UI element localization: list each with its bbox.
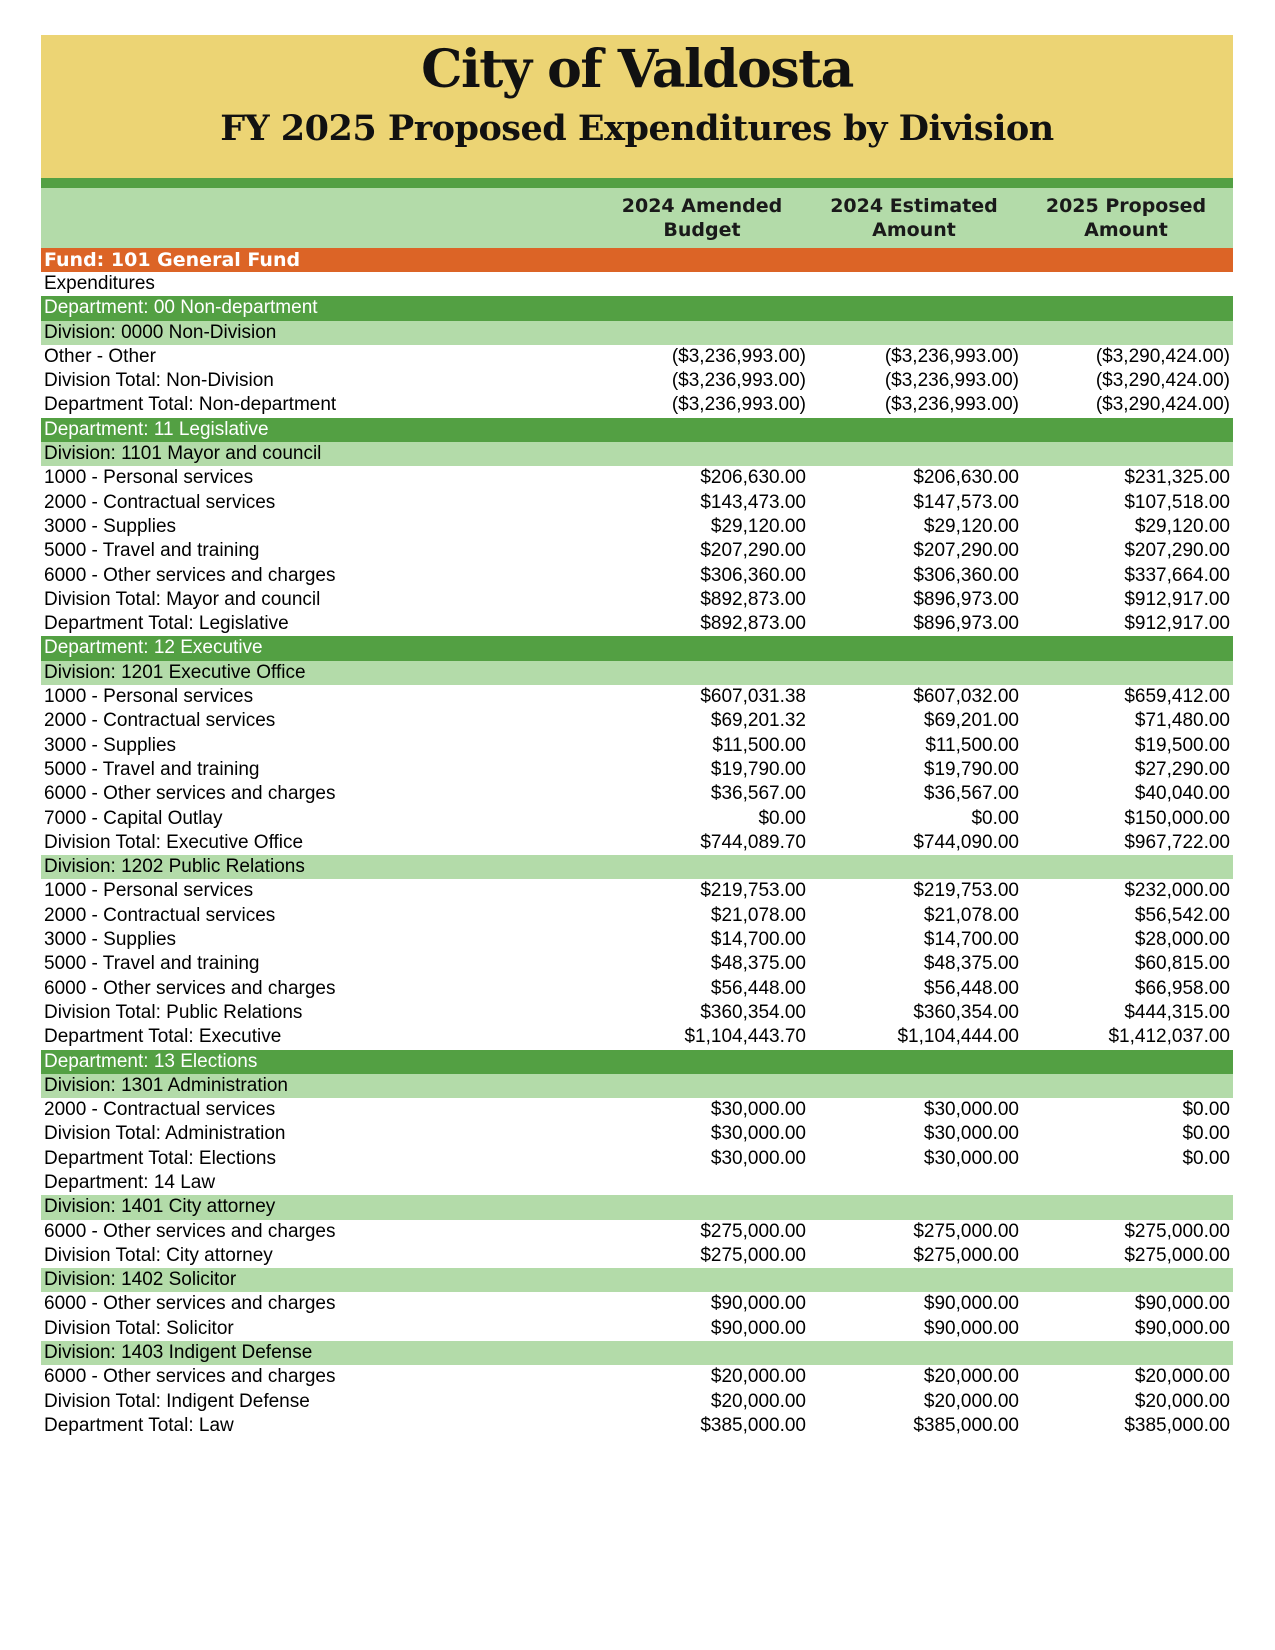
column-header-line: Amount [872, 219, 956, 241]
proposed-2025-cell: $232,000.00 [1124, 880, 1230, 902]
estimated-2024-cell: $147,573.00 [913, 491, 1019, 513]
estimated-2024-cell: $206,630.00 [913, 467, 1019, 489]
row-label: Division: 1202 Public Relations [44, 856, 305, 878]
column-header-2024-amended [597, 194, 807, 242]
proposed-2025-cell: $66,958.00 [1134, 977, 1230, 999]
department-header-row [41, 418, 1233, 442]
table-row [41, 345, 1233, 369]
proposed-2025-cell: $28,000.00 [1134, 929, 1230, 951]
row-label: Department: 00 Non-department [44, 297, 318, 319]
division-header-row [41, 1195, 1233, 1219]
estimated-2024-cell: $1,104,444.00 [897, 1026, 1019, 1048]
proposed-2025-cell: $60,815.00 [1134, 953, 1230, 975]
table-row [41, 1414, 1233, 1438]
expenditure-table [41, 272, 1233, 1438]
division-header-row [41, 321, 1233, 345]
city-title: City of Valdosta [421, 39, 853, 100]
table-row [41, 904, 1233, 928]
estimated-2024-cell: $896,973.00 [913, 613, 1019, 635]
row-label: Department Total: Executive [44, 1026, 282, 1048]
proposed-2025-cell: $385,000.00 [1124, 1414, 1230, 1436]
row-label: Division: 1401 City attorney [44, 1196, 276, 1218]
amended-2024-cell: ($3,236,993.00) [671, 370, 806, 392]
proposed-2025-cell: $90,000.00 [1134, 1293, 1230, 1315]
proposed-2025-cell: $0.00 [1182, 1099, 1230, 1121]
estimated-2024-cell: $20,000.00 [923, 1390, 1019, 1412]
row-label: Division: 1402 Solicitor [44, 1269, 237, 1291]
row-label: Division Total: Solicitor [44, 1317, 234, 1339]
estimated-2024-cell: $744,090.00 [913, 831, 1019, 853]
table-row [41, 1292, 1233, 1316]
column-header-line: Amount [1084, 219, 1168, 241]
table-row [41, 952, 1233, 976]
estimated-2024-cell: $20,000.00 [923, 1366, 1019, 1388]
row-label: Department: 11 Legislative [44, 418, 269, 440]
amended-2024-cell: $36,567.00 [710, 783, 806, 805]
table-row [41, 564, 1233, 588]
proposed-2025-cell: $20,000.00 [1134, 1390, 1230, 1412]
column-header-line: 2024 Estimated [830, 195, 998, 217]
proposed-2025-cell: $71,480.00 [1134, 710, 1230, 732]
table-row [41, 1147, 1233, 1171]
amended-2024-cell: ($3,236,993.00) [671, 345, 806, 367]
division-header-row [41, 1074, 1233, 1098]
table-row [41, 612, 1233, 636]
amended-2024-cell: $56,448.00 [710, 977, 806, 999]
proposed-2025-cell: $275,000.00 [1124, 1244, 1230, 1266]
row-label: Expenditures [44, 273, 155, 294]
table-row [41, 685, 1233, 709]
table-row [41, 515, 1233, 539]
amended-2024-cell: $19,790.00 [710, 758, 806, 780]
row-label: Department: 12 Executive [44, 637, 263, 659]
amended-2024-cell: $29,120.00 [710, 515, 806, 537]
row-label: 6000 - Other services and charges [44, 564, 336, 586]
row-label: Department Total: Elections [44, 1147, 276, 1169]
table-row [41, 491, 1233, 515]
proposed-2025-cell: $659,412.00 [1124, 686, 1230, 708]
row-label: Department Total: Law [44, 1414, 234, 1436]
amended-2024-cell: $0.00 [758, 807, 806, 829]
proposed-2025-cell: $444,315.00 [1124, 1001, 1230, 1023]
column-header-line: Budget [663, 219, 741, 241]
amended-2024-cell: $385,000.00 [700, 1414, 806, 1436]
row-label: Division Total: Public Relations [44, 1001, 303, 1023]
table-row [41, 977, 1233, 1001]
row-label: Division Total: Non-Division [44, 370, 274, 392]
proposed-2025-cell: $90,000.00 [1134, 1317, 1230, 1339]
row-label: 1000 - Personal services [44, 686, 254, 708]
table-row [41, 807, 1233, 831]
row-label: 6000 - Other services and charges [44, 977, 336, 999]
estimated-2024-cell: $90,000.00 [923, 1317, 1019, 1339]
table-row [41, 1220, 1233, 1244]
column-header-line: 2025 Proposed [1045, 195, 1207, 217]
row-label: Other - Other [44, 345, 156, 367]
estimated-2024-cell: $385,000.00 [913, 1414, 1019, 1436]
column-header-2025-proposed [1021, 194, 1231, 242]
proposed-2025-cell: $207,290.00 [1124, 540, 1230, 562]
division-header-row [41, 442, 1233, 466]
row-label: 6000 - Other services and charges [44, 1366, 336, 1388]
table-row [41, 369, 1233, 393]
proposed-2025-cell: $231,325.00 [1124, 467, 1230, 489]
row-label: 6000 - Other services and charges [44, 1220, 336, 1242]
estimated-2024-cell: $36,567.00 [923, 783, 1019, 805]
fund-header: Fund: 101 General Fund [41, 248, 1233, 272]
estimated-2024-cell: $19,790.00 [923, 758, 1019, 780]
estimated-2024-cell: $30,000.00 [923, 1147, 1019, 1169]
estimated-2024-cell: ($3,236,993.00) [884, 345, 1019, 367]
estimated-2024-cell: $0.00 [971, 807, 1019, 829]
row-label: 5000 - Travel and training [44, 953, 260, 975]
table-row [41, 758, 1233, 782]
estimated-2024-cell: $360,354.00 [913, 1001, 1019, 1023]
row-label: 3000 - Supplies [44, 515, 177, 537]
budget-document [41, 35, 1233, 1438]
row-label: Division Total: Administration [44, 1123, 286, 1145]
estimated-2024-cell: $29,120.00 [923, 515, 1019, 537]
row-label: Division Total: City attorney [44, 1244, 273, 1266]
column-header-2024-estimated [809, 194, 1019, 242]
estimated-2024-cell: $56,448.00 [923, 977, 1019, 999]
amended-2024-cell: $143,473.00 [700, 491, 806, 513]
row-label: Division Total: Indigent Defense [44, 1390, 310, 1412]
proposed-2025-cell: ($3,290,424.00) [1095, 370, 1230, 392]
row-label: Division: 1101 Mayor and council [44, 443, 322, 465]
row-label: 3000 - Supplies [44, 929, 177, 951]
section-label-row [41, 272, 1233, 296]
amended-2024-cell: $1,104,443.70 [684, 1026, 806, 1048]
division-header-row [41, 855, 1233, 879]
proposed-2025-cell: $967,722.00 [1124, 831, 1230, 853]
proposed-2025-cell: $275,000.00 [1124, 1220, 1230, 1242]
amended-2024-cell: $90,000.00 [710, 1293, 806, 1315]
column-header-line: 2024 Amended [621, 195, 783, 217]
department-header-row [41, 296, 1233, 320]
estimated-2024-cell: $14,700.00 [923, 929, 1019, 951]
estimated-2024-cell: $306,360.00 [913, 564, 1019, 586]
estimated-2024-cell: $90,000.00 [923, 1293, 1019, 1315]
amended-2024-cell: $30,000.00 [710, 1147, 806, 1169]
row-label: 3000 - Supplies [44, 734, 177, 756]
estimated-2024-cell: $48,375.00 [923, 953, 1019, 975]
table-row [41, 782, 1233, 806]
division-header-row [41, 661, 1233, 685]
proposed-2025-cell: $107,518.00 [1124, 491, 1230, 513]
amended-2024-cell: $607,031.38 [700, 686, 806, 708]
amended-2024-cell: $219,753.00 [700, 880, 806, 902]
proposed-2025-cell: $29,120.00 [1134, 515, 1230, 537]
amended-2024-cell: $360,354.00 [700, 1001, 806, 1023]
amended-2024-cell: $48,375.00 [710, 953, 806, 975]
row-label: 5000 - Travel and training [44, 758, 260, 780]
amended-2024-cell: $20,000.00 [710, 1366, 806, 1388]
table-row [41, 588, 1233, 612]
table-row [41, 734, 1233, 758]
proposed-2025-cell: $40,040.00 [1134, 783, 1230, 805]
column-header-row [41, 188, 1233, 248]
department-header-row [41, 1050, 1233, 1074]
table-row [41, 928, 1233, 952]
proposed-2025-cell: $56,542.00 [1134, 904, 1230, 926]
amended-2024-cell: $30,000.00 [710, 1099, 806, 1121]
row-label: Division: 1301 Administration [44, 1074, 288, 1096]
proposed-2025-cell: $337,664.00 [1124, 564, 1230, 586]
row-label: 2000 - Contractual services [44, 710, 276, 732]
proposed-2025-cell: $1,412,037.00 [1108, 1026, 1230, 1048]
amended-2024-cell: $207,290.00 [700, 540, 806, 562]
amended-2024-cell: $892,873.00 [700, 588, 806, 610]
table-row [41, 709, 1233, 733]
row-label: Division: 0000 Non-Division [44, 321, 277, 343]
report-subtitle: FY 2025 Proposed Expenditures by Division [220, 108, 1054, 149]
amended-2024-cell: $69,201.32 [710, 710, 806, 732]
estimated-2024-cell: $11,500.00 [925, 734, 1019, 756]
amended-2024-cell: $11,500.00 [712, 734, 806, 756]
table-row [41, 1122, 1233, 1146]
row-label: 1000 - Personal services [44, 467, 254, 489]
proposed-2025-cell: $150,000.00 [1124, 807, 1230, 829]
estimated-2024-cell: $219,753.00 [913, 880, 1019, 902]
amended-2024-cell: $90,000.00 [710, 1317, 806, 1339]
estimated-2024-cell: $30,000.00 [923, 1123, 1019, 1145]
table-row [41, 1025, 1233, 1049]
section-label-row [41, 1171, 1233, 1195]
amended-2024-cell: $892,873.00 [700, 613, 806, 635]
table-row [41, 1365, 1233, 1389]
row-label: 2000 - Contractual services [44, 491, 276, 513]
estimated-2024-cell: $275,000.00 [913, 1220, 1019, 1242]
table-row [41, 1001, 1233, 1025]
amended-2024-cell: $14,700.00 [710, 929, 806, 951]
proposed-2025-cell: $20,000.00 [1134, 1366, 1230, 1388]
row-label: Department Total: Legislative [44, 613, 289, 635]
amended-2024-cell: $744,089.70 [700, 831, 806, 853]
row-label: Department: 13 Elections [44, 1050, 258, 1072]
department-header-row [41, 636, 1233, 660]
estimated-2024-cell: $896,973.00 [913, 588, 1019, 610]
row-label: 6000 - Other services and charges [44, 783, 336, 805]
proposed-2025-cell: $912,917.00 [1124, 613, 1230, 635]
row-label: Division Total: Mayor and council [44, 588, 321, 610]
table-row [41, 831, 1233, 855]
row-label: Division: 1403 Indigent Defense [44, 1342, 313, 1364]
proposed-2025-cell: $912,917.00 [1124, 588, 1230, 610]
amended-2024-cell: $30,000.00 [710, 1123, 806, 1145]
row-label: 5000 - Travel and training [44, 540, 260, 562]
row-label: 6000 - Other services and charges [44, 1293, 336, 1315]
amended-2024-cell: $20,000.00 [710, 1390, 806, 1412]
amended-2024-cell: $275,000.00 [700, 1220, 806, 1242]
division-header-row [41, 1341, 1233, 1365]
table-row [41, 879, 1233, 903]
division-header-row [41, 1268, 1233, 1292]
table-row [41, 1317, 1233, 1341]
estimated-2024-cell: $30,000.00 [923, 1099, 1019, 1121]
amended-2024-cell: $306,360.00 [700, 564, 806, 586]
divider-bar [41, 178, 1233, 188]
estimated-2024-cell: $207,290.00 [913, 540, 1019, 562]
row-label: 2000 - Contractual services [44, 1099, 276, 1121]
row-label: 2000 - Contractual services [44, 904, 276, 926]
proposed-2025-cell: $19,500.00 [1134, 734, 1230, 756]
amended-2024-cell: $275,000.00 [700, 1244, 806, 1266]
title-banner [41, 35, 1233, 178]
row-label: Department: 14 Law [44, 1171, 216, 1193]
amended-2024-cell: $21,078.00 [710, 904, 806, 926]
table-row [41, 539, 1233, 563]
table-row [41, 393, 1233, 417]
row-label: Division Total: Executive Office [44, 831, 304, 853]
amended-2024-cell: ($3,236,993.00) [671, 394, 806, 416]
row-label: 1000 - Personal services [44, 880, 254, 902]
estimated-2024-cell: ($3,236,993.00) [884, 370, 1019, 392]
row-label: 7000 - Capital Outlay [44, 807, 223, 829]
estimated-2024-cell: $607,032.00 [913, 686, 1019, 708]
row-label: Department Total: Non-department [44, 394, 337, 416]
table-row [41, 1098, 1233, 1122]
proposed-2025-cell: $0.00 [1182, 1123, 1230, 1145]
row-label: Division: 1201 Executive Office [44, 661, 306, 683]
proposed-2025-cell: ($3,290,424.00) [1095, 345, 1230, 367]
table-row [41, 1244, 1233, 1268]
estimated-2024-cell: $69,201.00 [923, 710, 1019, 732]
estimated-2024-cell: $275,000.00 [913, 1244, 1019, 1266]
proposed-2025-cell: $27,290.00 [1134, 758, 1230, 780]
proposed-2025-cell: ($3,290,424.00) [1095, 394, 1230, 416]
proposed-2025-cell: $0.00 [1182, 1147, 1230, 1169]
amended-2024-cell: $206,630.00 [700, 467, 806, 489]
estimated-2024-cell: ($3,236,993.00) [884, 394, 1019, 416]
table-row [41, 466, 1233, 490]
table-row [41, 1390, 1233, 1414]
estimated-2024-cell: $21,078.00 [923, 904, 1019, 926]
